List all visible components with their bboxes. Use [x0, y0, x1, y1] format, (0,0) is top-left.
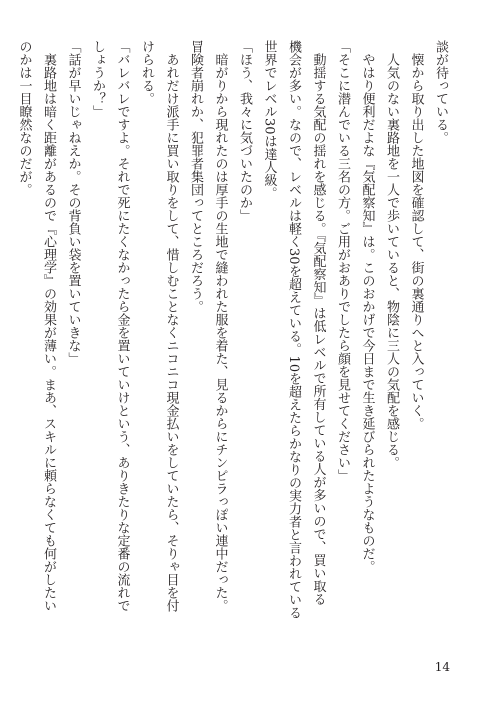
text-line: 動揺する気配の揺れを感じる。『気配察知』は低レベルで所有している人が多いので、買い取る [310, 40, 326, 606]
text-line: 「話が早いじゃねえか。その背負い袋を置いていきな」 [65, 40, 81, 365]
text-line: やはり便利だよな『気配察知』は。このおかげで今日まで生き延びられたようなものだ。 [359, 40, 375, 573]
text-line: 「バレバレですよ。それで死にたくなかったら金を置いていけという、ありきたりな定番の流れで [114, 40, 130, 612]
text-line: 「そこに潜んでいる三名の方。ご用がおありでしたら顔を見せてください」 [335, 40, 350, 482]
text-line: けられる。 [139, 40, 154, 105]
text-line: のかは一目瞭然なのだが。 [16, 40, 32, 196]
page-number: 14 [434, 660, 450, 674]
text-line: 世界でレベル30は達人級。 [261, 40, 277, 200]
text-line: 人気のない裏路地を一人で歩いていると、物陰に三人の気配を感じる。 [384, 40, 399, 469]
text-line: 「ほう、我々に気づいたのか」 [237, 40, 252, 222]
body-text [16, 40, 452, 640]
text-line: 懐から取り出した地図を確認して、街の裏通りへと入っていく。 [408, 40, 424, 430]
text-line: あれだけ派手に買い取りをして、惜しむことなくニコニコ現金払いをしていたら、そりゃ目を付 [163, 40, 179, 612]
text-line: 裏路地は暗く距離があるので『心理学』の効果が薄い。まあ、スキルに頼らなくても何がしたい [41, 40, 56, 612]
text-line: 冒険者崩れか、犯罪者集団ってところだろう。 [188, 40, 203, 313]
text-line: 機会が多い。なので、レベルは軽く30を超えている。10を超えたらかなりの実力者と言われている [286, 40, 301, 620]
text-line: しょうか？」 [90, 40, 105, 118]
text-line: 談が待っている。 [433, 40, 448, 144]
text-line: 暗がりから現れたのは厚手の生地で縫われた服を着た、見るからにチンピラっぽい連中だった。 [212, 40, 228, 612]
